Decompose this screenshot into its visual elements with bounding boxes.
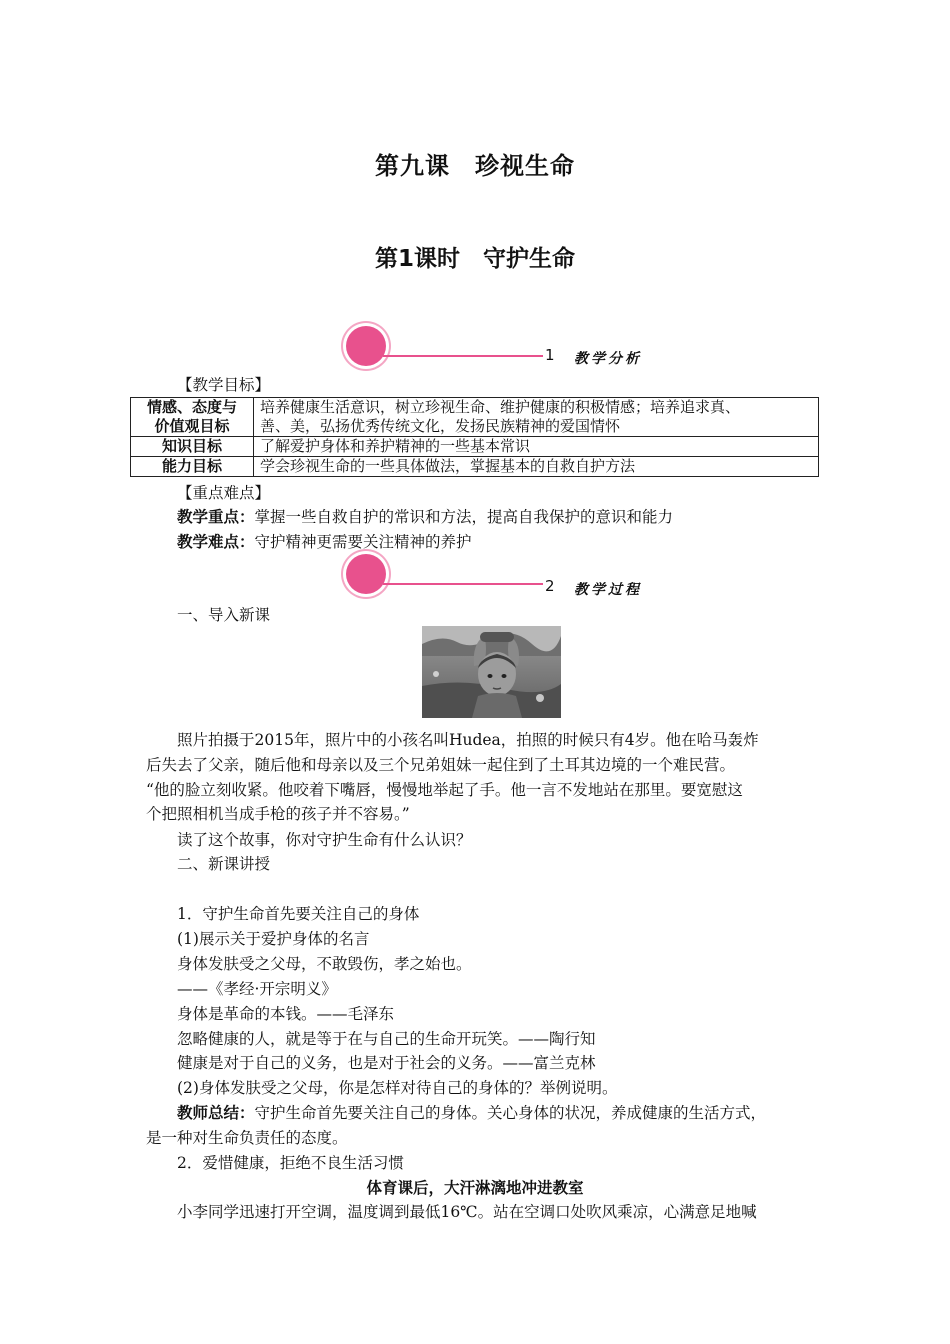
objective-value: 学会珍视生命的一些具体做法，掌握基本的自救自护方法 [254, 457, 819, 477]
sub-point: (1)展示关于爱护身体的名言 [177, 930, 370, 948]
question: 读了这个故事，你对守护生命有什么认识？ [177, 831, 472, 849]
objective-value-line: 善、美，弘扬优秀传统文化，发扬民族精神的爱国情怀 [260, 417, 621, 435]
key-focus [177, 506, 673, 528]
objective-key: 能力目标 [131, 457, 254, 477]
story-line: “他的脸立刻收紧。他咬着下嘴唇，慢慢地举起了手。他一言不发地站在那里。要宽慰这 [146, 781, 743, 799]
lesson-title: 第九课 珍视生命 [375, 152, 575, 180]
objective-key-line: 价值观目标 [154, 417, 230, 435]
key-difficulty-text: 守护精神更需要关注精神的养护 [254, 533, 472, 551]
table-row [131, 437, 819, 457]
section-title: 教学过程 [574, 582, 642, 598]
objective-value [254, 398, 819, 437]
section-badge-icon [346, 554, 386, 594]
table-row [131, 398, 819, 437]
point-heading: 2．爱惜健康，拒绝不良生活习惯 [177, 1154, 404, 1172]
sub-point: (2)身体发肤受之父母，你是怎样对待自己的身体的？举例说明。 [177, 1079, 618, 1097]
objective-value: 了解爱护身体和养护精神的一些基本常识 [254, 437, 819, 457]
teacher-summary [177, 1102, 766, 1124]
summary-text: 守护生命首先要关注自己的身体。关心身体的状况，养成健康的生活方式， [254, 1104, 767, 1122]
objective-key: 知识目标 [131, 437, 254, 457]
section-divider [383, 583, 543, 585]
case-title: 体育课后，大汗淋漓地冲进教室 [366, 1179, 584, 1197]
quote-line: 身体发肤受之父母，不敢毁伤，孝之始也。 [177, 955, 472, 973]
quote-line: 健康是对于自己的义务，也是对于社会的义务。——富兰克林 [177, 1054, 596, 1072]
summary-label: 教师总结： [177, 1104, 255, 1122]
part-heading: 二、新课讲授 [177, 855, 271, 873]
key-focus-label: 教学重点： [177, 508, 255, 526]
section-number: 2 [545, 577, 555, 595]
child-photo-image [422, 626, 561, 718]
quote-line: ——《孝经·开宗明义》 [177, 980, 337, 998]
keypoints-label: 【重点难点】 [177, 484, 271, 502]
table-row [131, 457, 819, 477]
story-line: 照片拍摄于2015年，照片中的小孩名叫Hudea，拍照的时候只有4岁。他在哈马轰炸 [177, 731, 759, 749]
key-difficulty-label: 教学难点： [177, 533, 255, 551]
case-text: 小李同学迅速打开空调，温度调到最低16℃。站在空调口处吹风乘凉，心满意足地喊 [177, 1203, 757, 1221]
part-heading: 一、导入新课 [177, 606, 271, 624]
objective-key-line: 情感、态度与 [146, 398, 237, 416]
section-number: 1 [545, 346, 555, 364]
key-difficulty [177, 531, 472, 553]
point-heading: 1．守护生命首先要关注自己的身体 [177, 905, 420, 923]
objective-key [131, 398, 254, 437]
objectives-table [130, 397, 819, 477]
quote-line: 忽略健康的人，就是等于在与自己的生命开玩笑。——陶行知 [177, 1030, 596, 1048]
key-focus-text: 掌握一些自救自护的常识和方法，提高自我保护的意识和能力 [254, 508, 674, 526]
objective-value-line: 培养健康生活意识，树立珍视生命、维护健康的积极情感；培养追求真、 [260, 398, 741, 416]
child-photo [422, 626, 561, 718]
section-title: 教学分析 [574, 351, 642, 367]
quote-line: 身体是革命的本钱。——毛泽东 [177, 1005, 395, 1023]
objectives-label: 【教学目标】 [177, 376, 271, 394]
section-badge-icon [346, 326, 386, 366]
summary-text: 是一种对生命负责任的态度。 [146, 1129, 348, 1147]
story-line: 个把照相机当成手枪的孩子并不容易。” [146, 805, 410, 823]
period-title: 第1课时 守护生命 [374, 246, 575, 272]
section-divider [383, 355, 543, 357]
story-line: 后失去了父亲，随后他和母亲以及三个兄弟姐妹一起住到了土耳其边境的一个难民营。 [146, 756, 736, 774]
